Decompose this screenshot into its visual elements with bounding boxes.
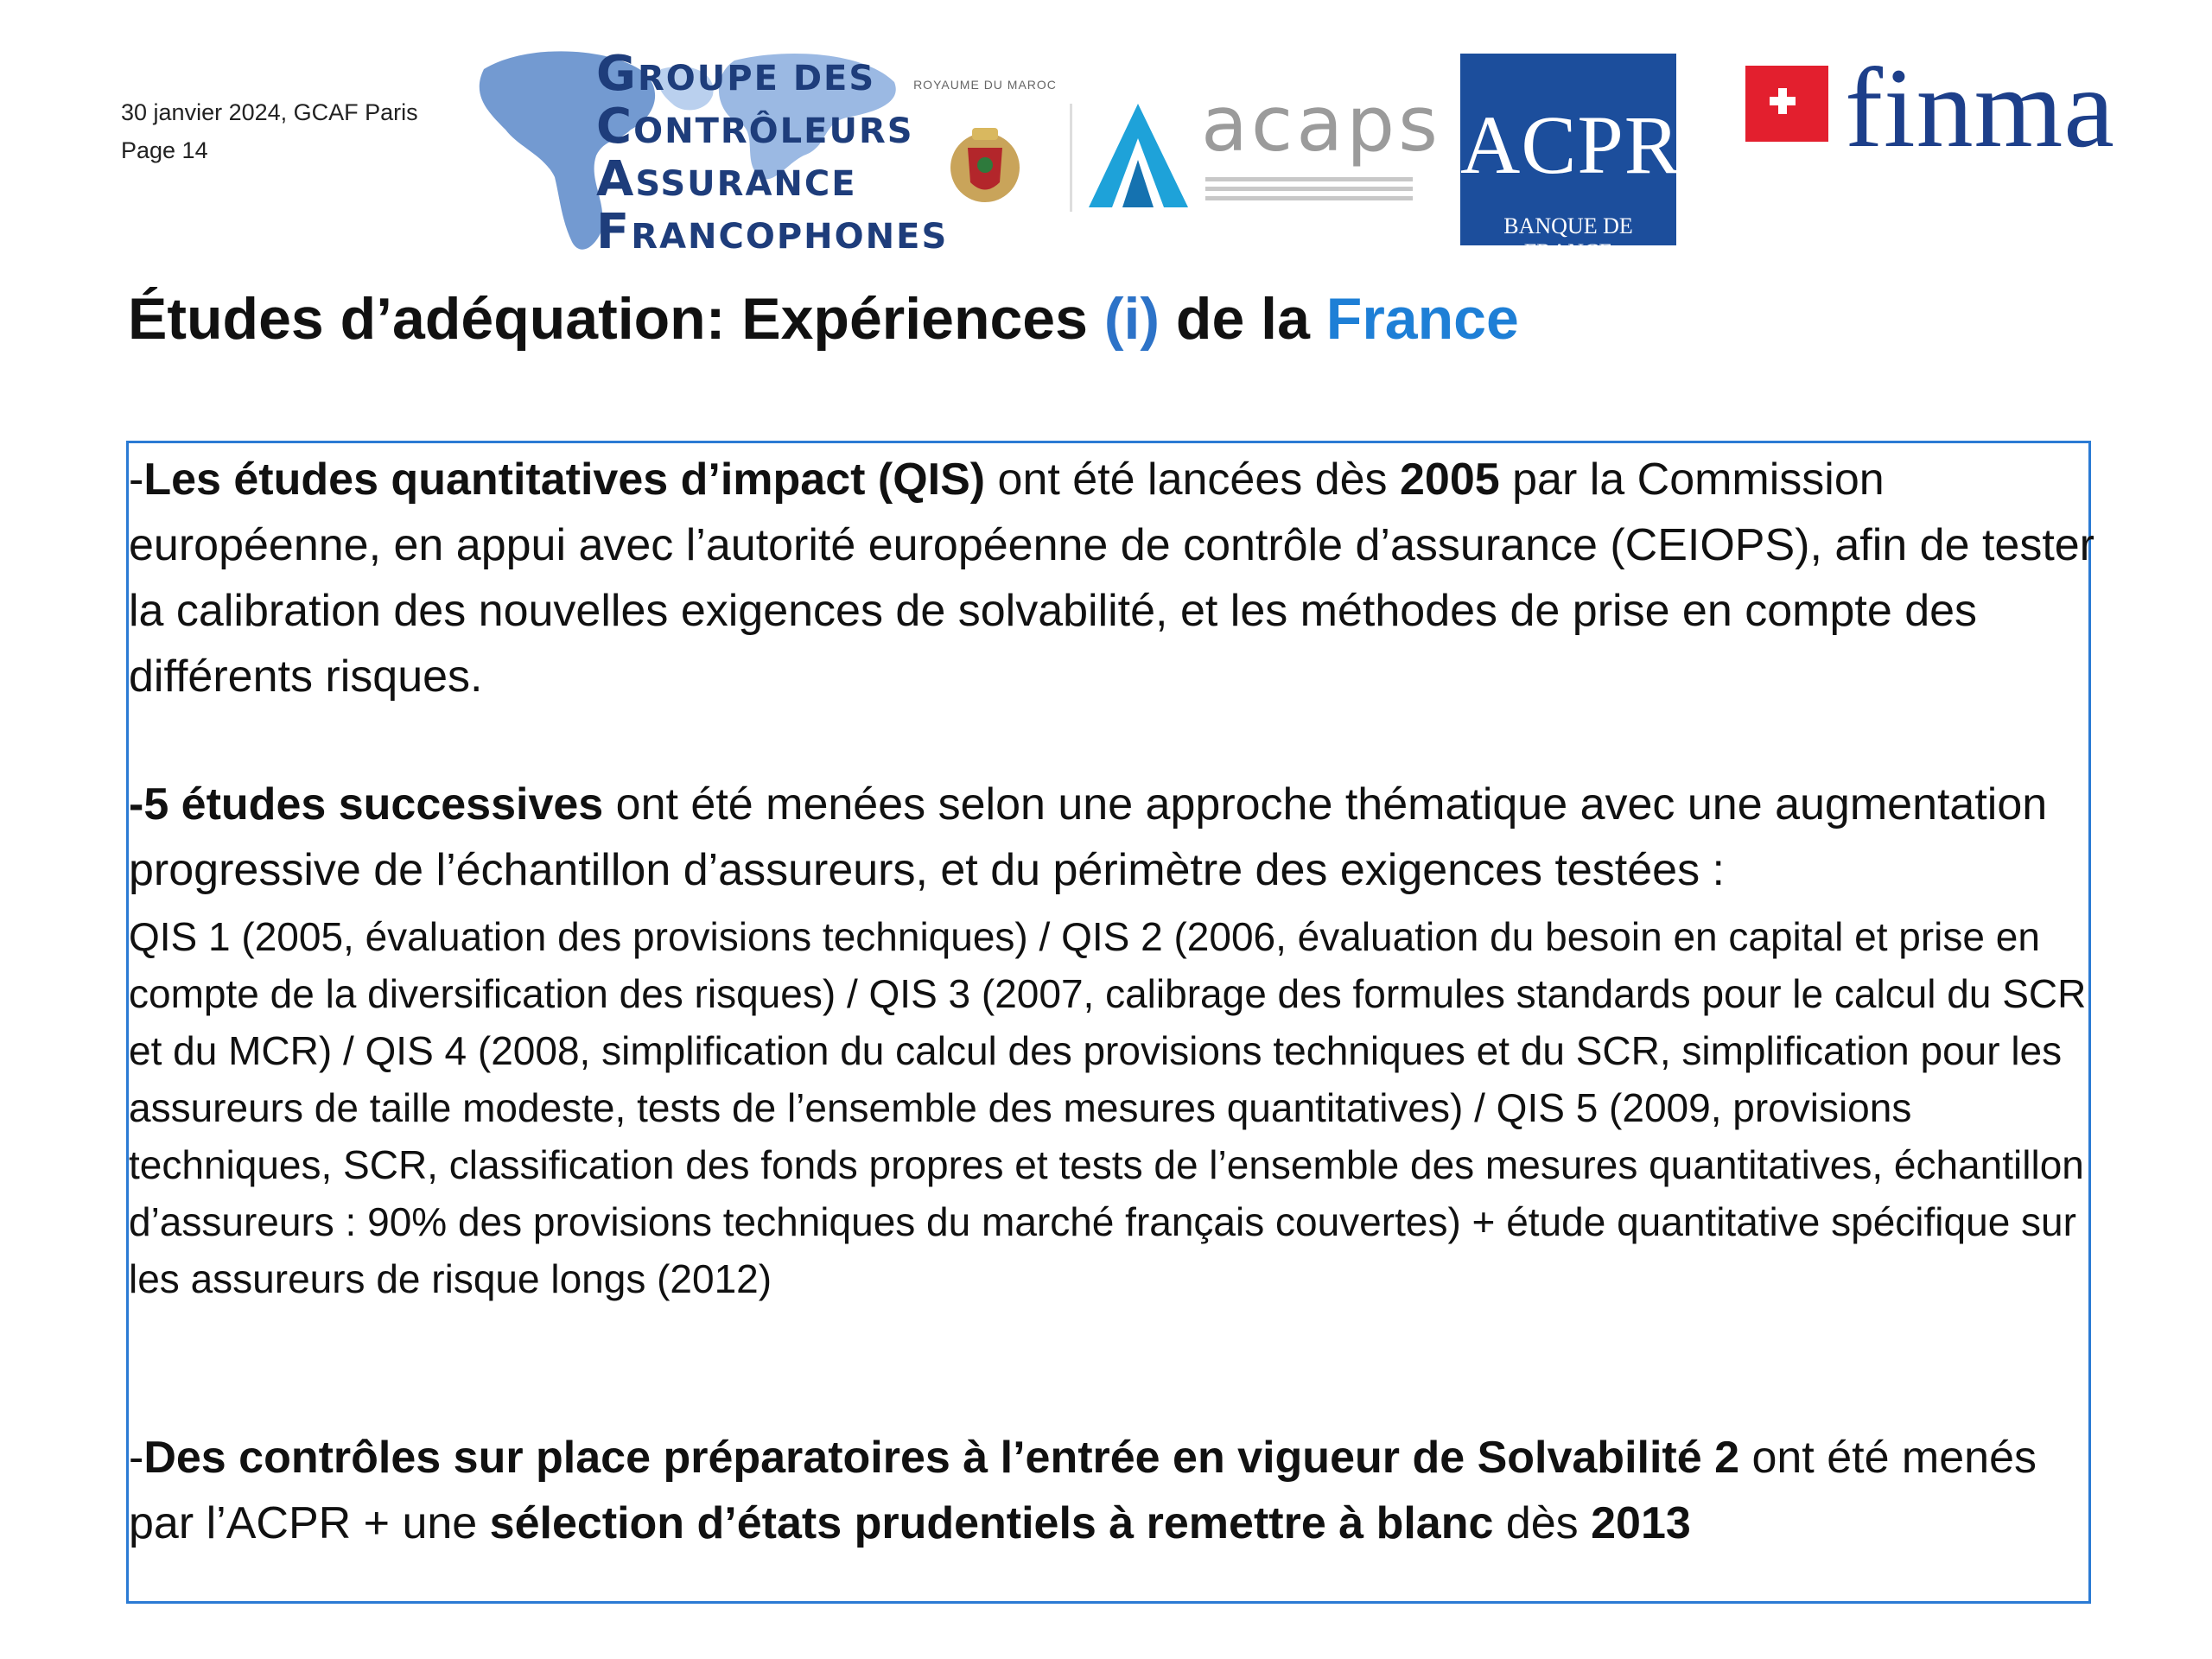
date-location: 30 janvier 2024, GCAF Paris <box>121 99 418 125</box>
acaps-triangle-icon <box>1084 99 1192 212</box>
gcaf-line-4: FRANCOPHONES <box>596 204 949 260</box>
swiss-flag-icon <box>1745 66 1828 142</box>
acpr-wordmark: ACPR <box>1460 99 1681 191</box>
paragraph-controles: -Des contrôles sur place préparatoires à l’entrée en vigueur de Solvabilité 2 ont été menés par l’ACPR + une sélection d’états prudentiels à remettre à blanc dès 2013 <box>129 1433 2037 1548</box>
gcaf-line-1: GROUPE DES <box>596 46 876 102</box>
page-number: Page 14 <box>121 137 208 163</box>
finma-wordmark: finma <box>1845 44 2115 171</box>
slide-title: Études d’adéquation: Expériences (i) de la France <box>128 286 1519 352</box>
paragraph-etudes: -5 études successives ont été menées selon une approche thématique avec une augmentation progressive de l’échantillon d’assureurs, et du périmètre des exigences testées : <box>129 779 2048 895</box>
acpr-logo <box>1460 54 1681 270</box>
acpr-subtitle: BANQUE DE FRANCE <box>1503 213 1633 264</box>
acaps-subtext <box>1205 177 1413 203</box>
maroc-logo <box>912 78 1058 216</box>
paragraph-etudes-detail: QIS 1 (2005, évaluation des provisions techniques) / QIS 2 (2006, évaluation du besoin en capital et prise en compte de la diversification des risques) / QIS 3 (2007, calibrage des formules standards pour le calcul du SCR et du MCR) / QIS 4 (2008, simplification du calcul des provisions techniques et du SCR, simplification pour les assureurs de taille modeste, tests de l’ensemble des mesures quantitatives) / QIS 5 (2009, provisions techniques, SCR, classification des fonds propres et tests de l’ensemble des mesures quantitatives, échantillon d’assureurs : 90% des provisions techniques du marché français couvertes) + étude quantitative spécifique sur les assureurs de risque longs (2012) <box>129 914 2087 1301</box>
content-box <box>126 441 2094 1604</box>
gcaf-line-2: CONTRÔLEURS <box>596 99 914 155</box>
acaps-wordmark: acaps <box>1201 79 1441 168</box>
slide-meta <box>121 93 418 169</box>
gcaf-logo <box>458 35 949 260</box>
maroc-label: ROYAUME DU MAROC <box>913 78 1057 92</box>
paragraph-qis: -Les études quantitatives d’impact (QIS) ont été lancées dès 2005 par la Commission européenne, en appui avec l’autorité européenne de contrôle d’assurance (CEIOPS), afin de tester la calibration des nouvelles exigences de solvabilité, et les méthodes de prise en compte des différents risques. <box>129 454 2094 702</box>
gcaf-line-3: ASSURANCE <box>596 151 857 207</box>
logo-divider <box>1070 104 1072 212</box>
coat-of-arms-icon <box>938 118 1033 213</box>
